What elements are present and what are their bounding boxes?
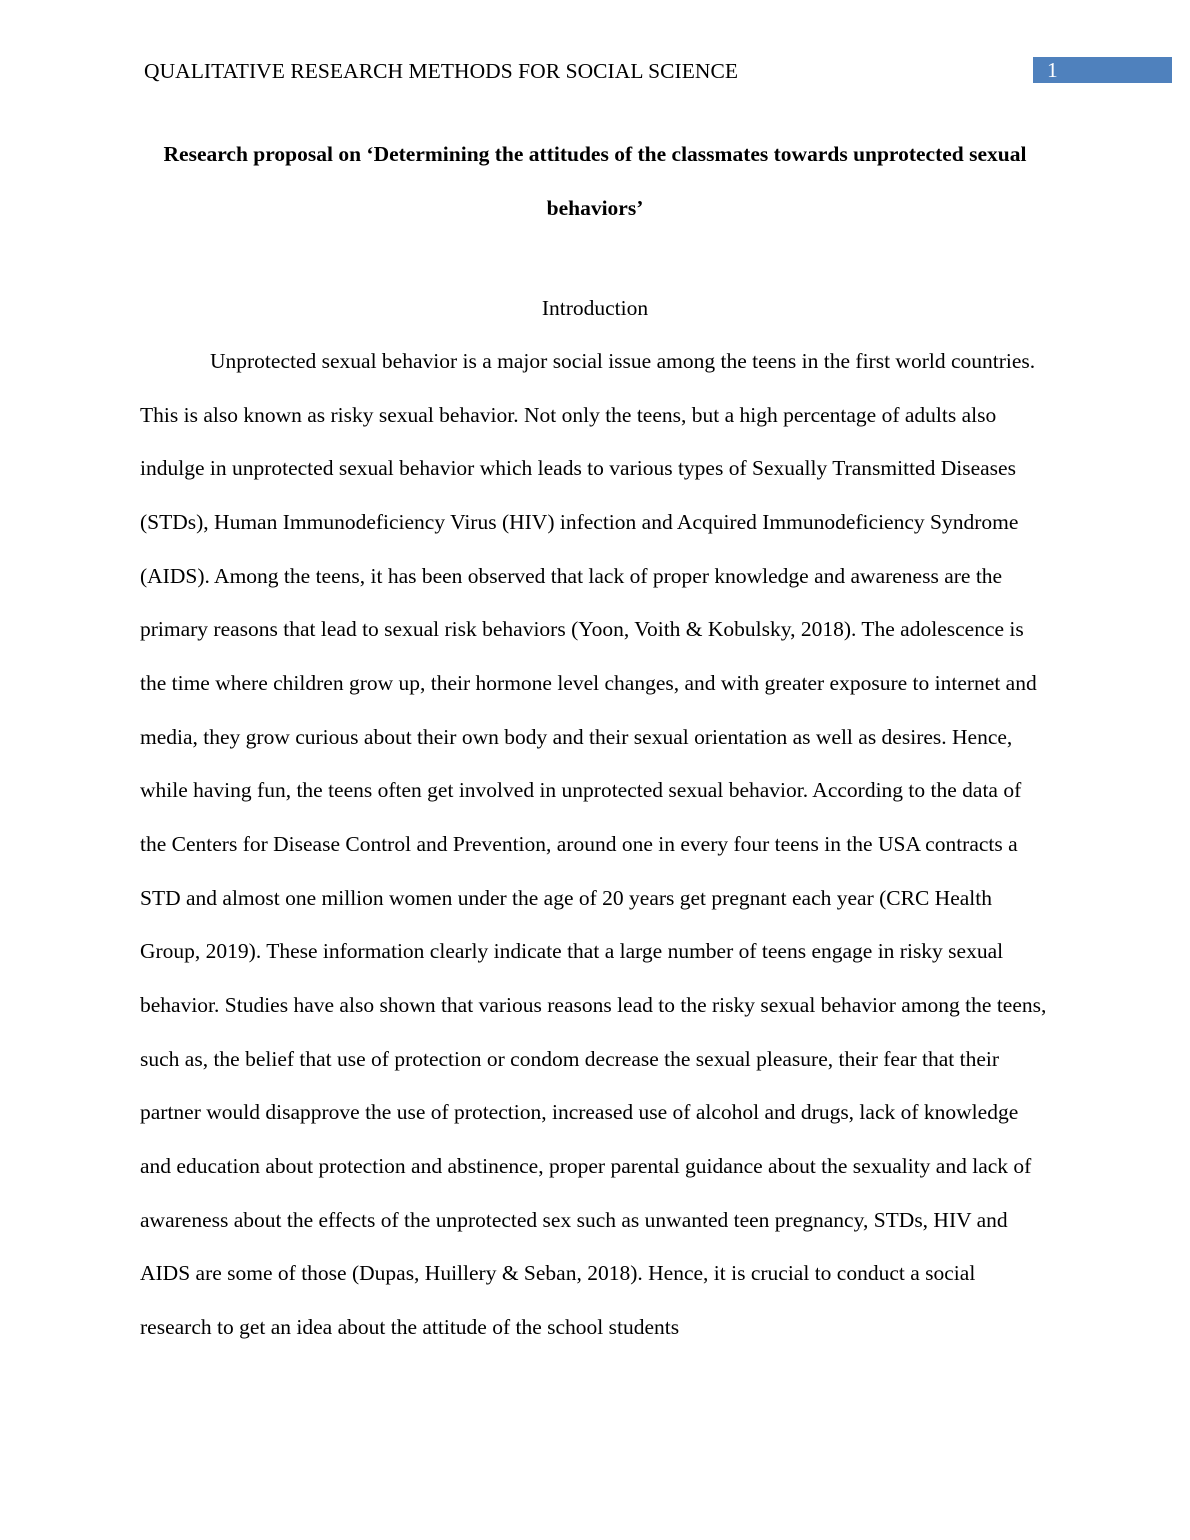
running-head: QUALITATIVE RESEARCH METHODS FOR SOCIAL SCIENCE: [144, 59, 739, 83]
section-heading-introduction: Introduction: [541, 296, 649, 320]
page-number: 1: [1047, 58, 1058, 82]
body-paragraph: Unprotected sexual behavior is a major social issue among the teens in the first world countries. This is also known as risky sexual behavior. Not only the teens, but a high percentage of adults also indulge in unprotected sexual behavior which leads to various types of Sexually Transmitted Diseases (STDs), Human Immunodeficiency Virus (HIV) infection and Acquired Immunodeficiency Syndrome (AIDS). Among the teens, it has been observed that lack of proper knowledge and awareness are the primary reasons that lead to sexual risk behaviors (Yoon, Voith & Kobulsky, 2018). The adolescence is the time where children grow up, their hormone level changes, and with greater exposure to internet and media, they grow curious about their own body and their sexual orientation as well as desires. Hence, while having fun, the teens often get involved in unprotected sexual behavior. According to the data of the Centers for Disease Control and Prevention, around one in every four teens in the USA contracts a STD and almost one million women under the age of 20 years get pregnant each year (CRC Health Group, 2019). These information clearly indicate that a large number of teens engage in risky sexual behavior. Studies have also shown that various reasons lead to the risky sexual behavior among the teens, such as, the belief that use of protection or condom decrease the sexual pleasure, their fear that their partner would disapprove the use of protection, increased use of alcohol and drugs, lack of knowledge and education about protection and abstinence, proper parental guidance about the sexuality and lack of awareness about the effects of the unprotected sex such as unwanted teen pregnancy, STDs, HIV and AIDS are some of those (Dupas, Huillery & Seban, 2018). Hence, it is crucial to conduct a social research to get an idea about the attitude of the school students: [140, 349, 1047, 1339]
document-title: Research proposal on ‘Determining the attitudes of the classmates towards unprotected sexual behaviors’: [163, 142, 1027, 220]
page-number-box: [1033, 57, 1172, 83]
